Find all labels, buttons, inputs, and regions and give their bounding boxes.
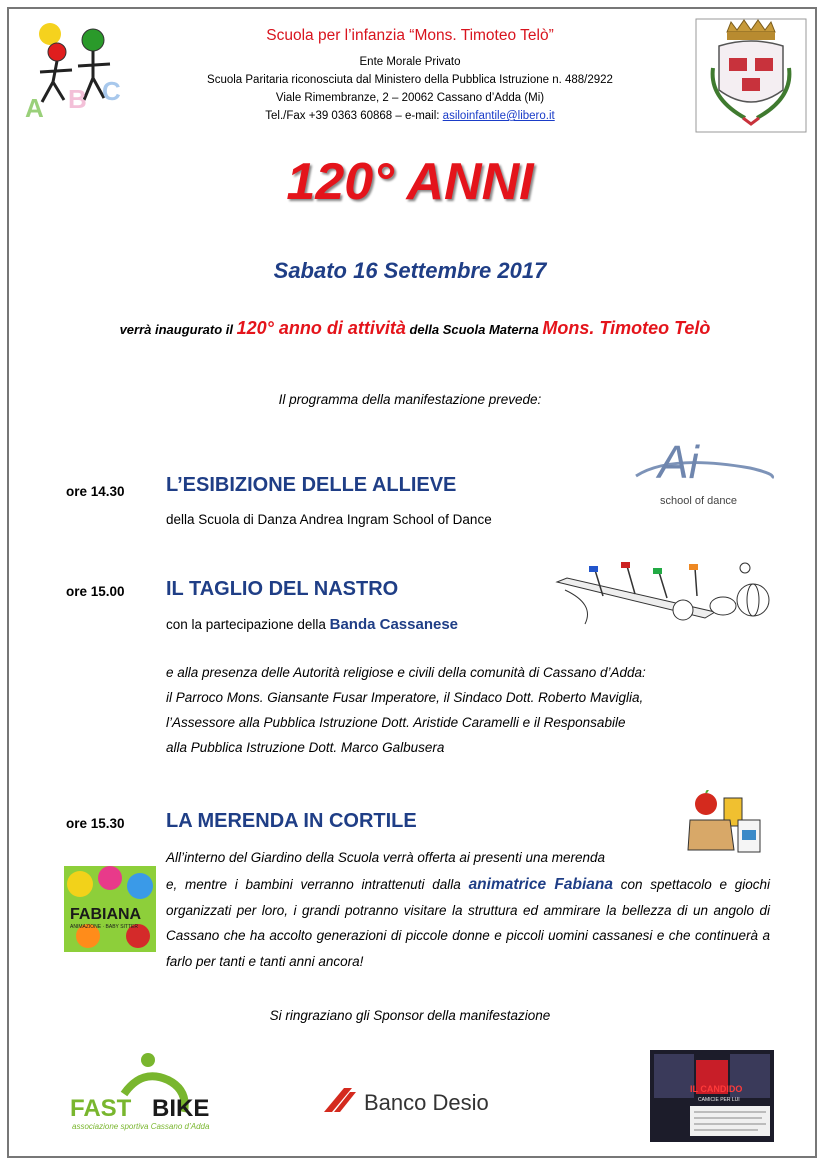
marching-band-illustration xyxy=(555,560,775,630)
banco-desio-name: Banco Desio xyxy=(364,1090,489,1115)
authorities-line-2: il Parroco Mons. Giansante Fusar Imperatore, il Sindaco Dott. Roberto Maviglia, xyxy=(166,690,644,705)
authorities-line-1: e alla presenza delle Autorità religiose e civili della comunità di Cassano d’Adda: xyxy=(166,665,646,680)
event-2-title: IL TAGLIO DEL NASTRO xyxy=(166,578,399,600)
recognition-line: Scuola Paritaria riconosciuta dal Ministero della Pubblica Istruzione n. 488/2922 xyxy=(207,74,613,86)
logo-letter-a: A xyxy=(25,93,44,123)
band-name: Banda Cassanese xyxy=(329,616,459,633)
entertainment-prefix: e, mentre i bambini verranno intrattenuti dalla xyxy=(166,877,469,892)
fastbike-word-2: BIKE xyxy=(152,1095,210,1122)
fabiana-name: FABIANA xyxy=(70,906,142,923)
email-link[interactable]: asiloinfantile@libero.it xyxy=(442,110,555,122)
event-2-detail xyxy=(166,616,458,633)
logo-letter-b: B xyxy=(68,84,87,114)
shop-tagline: CAMICIE PER LUI xyxy=(698,1097,740,1103)
authorities-line-3: l’Assessore alla Pubblica Istruzione Dott. Aristide Caramelli e il Responsabile xyxy=(166,715,626,730)
coat-of-arms xyxy=(695,18,807,133)
inauguration-school: Mons. Timoteo Telò xyxy=(542,318,711,338)
shop-sponsor-logo xyxy=(650,1050,774,1142)
fabiana-tagline: ANIMAZIONE · BABY SITTER xyxy=(70,924,138,930)
entertainment-paragraph xyxy=(166,872,770,974)
inauguration-highlight: 120° anno di attività xyxy=(236,318,406,338)
address-line: Viale Rimembranze, 2 – 20062 Cassano d’Adda (Mi) xyxy=(275,92,545,104)
event-2-detail-prefix: con la partecipazione della xyxy=(166,617,330,632)
school-name: Scuola per l’infanzia “Mons. Timoteo Telò” xyxy=(266,27,554,44)
logo-letter-c: C xyxy=(102,76,121,106)
event-2-time: ore 15.00 xyxy=(66,584,125,599)
fastbike-word-1: FAST xyxy=(70,1095,132,1122)
entertainer-name: animatrice Fabiana xyxy=(468,876,613,893)
event-3-title: LA MERENDA IN CORTILE xyxy=(166,810,417,832)
event-3-time: ore 15.30 xyxy=(66,816,125,831)
event-1-detail: della Scuola di Danza Andrea Ingram School of Dance xyxy=(166,512,492,527)
entertainment-rest: con spettacolo e giochi organizzati per loro, i grandi potranno visitare la struttura ed ammirare la bellezza di un angolo di Cassano che ha accolto generazioni di piccole donne e piccoli uomini cassanesi e che continuerà a farlo per tanti e tanti anni ancora! xyxy=(166,877,771,969)
dance-logo-caption: school of dance xyxy=(660,495,738,507)
shop-name: IL CANDIDO xyxy=(690,1084,743,1094)
fastbike-tagline: associazione sportiva Cassano d’Adda xyxy=(72,1122,210,1131)
dance-school-logo xyxy=(630,420,778,510)
snack-illustration xyxy=(684,790,768,858)
event-1-time: ore 14.30 xyxy=(66,484,125,499)
inauguration-part2: della Scuola Materna xyxy=(405,322,543,337)
inauguration-line xyxy=(40,318,790,339)
fabiana-logo xyxy=(64,866,156,952)
abc-kids-logo xyxy=(20,20,130,125)
program-intro: Il programma della manifestazione prevede: xyxy=(278,392,542,407)
event-1-title: L’ESIBIZIONE DELLE ALLIEVE xyxy=(166,474,457,496)
dance-logo-mark: Ai xyxy=(658,436,699,488)
banco-desio-logo xyxy=(320,1080,520,1122)
authorities-paragraph xyxy=(166,660,751,760)
contact-line xyxy=(150,110,670,122)
event-date: Sabato 16 Settembre 2017 xyxy=(273,258,547,283)
authorities-line-4: alla Pubblica Istruzione Dott. Marco Galbusera xyxy=(166,740,445,755)
entity-line: Ente Morale Privato xyxy=(359,56,461,68)
sponsor-thanks: Si ringraziano gli Sponsor della manifestazione xyxy=(269,1008,551,1023)
anniversary-title: 120° ANNI xyxy=(286,153,534,211)
snack-line: All’interno del Giardino della Scuola verrà offerta ai presenti una merenda xyxy=(166,850,606,865)
contact-prefix: Tel./Fax +39 0363 60868 – e-mail: xyxy=(265,110,443,122)
fastbike-logo xyxy=(68,1050,228,1134)
inauguration-part1: verrà inaugurato il xyxy=(119,322,237,337)
